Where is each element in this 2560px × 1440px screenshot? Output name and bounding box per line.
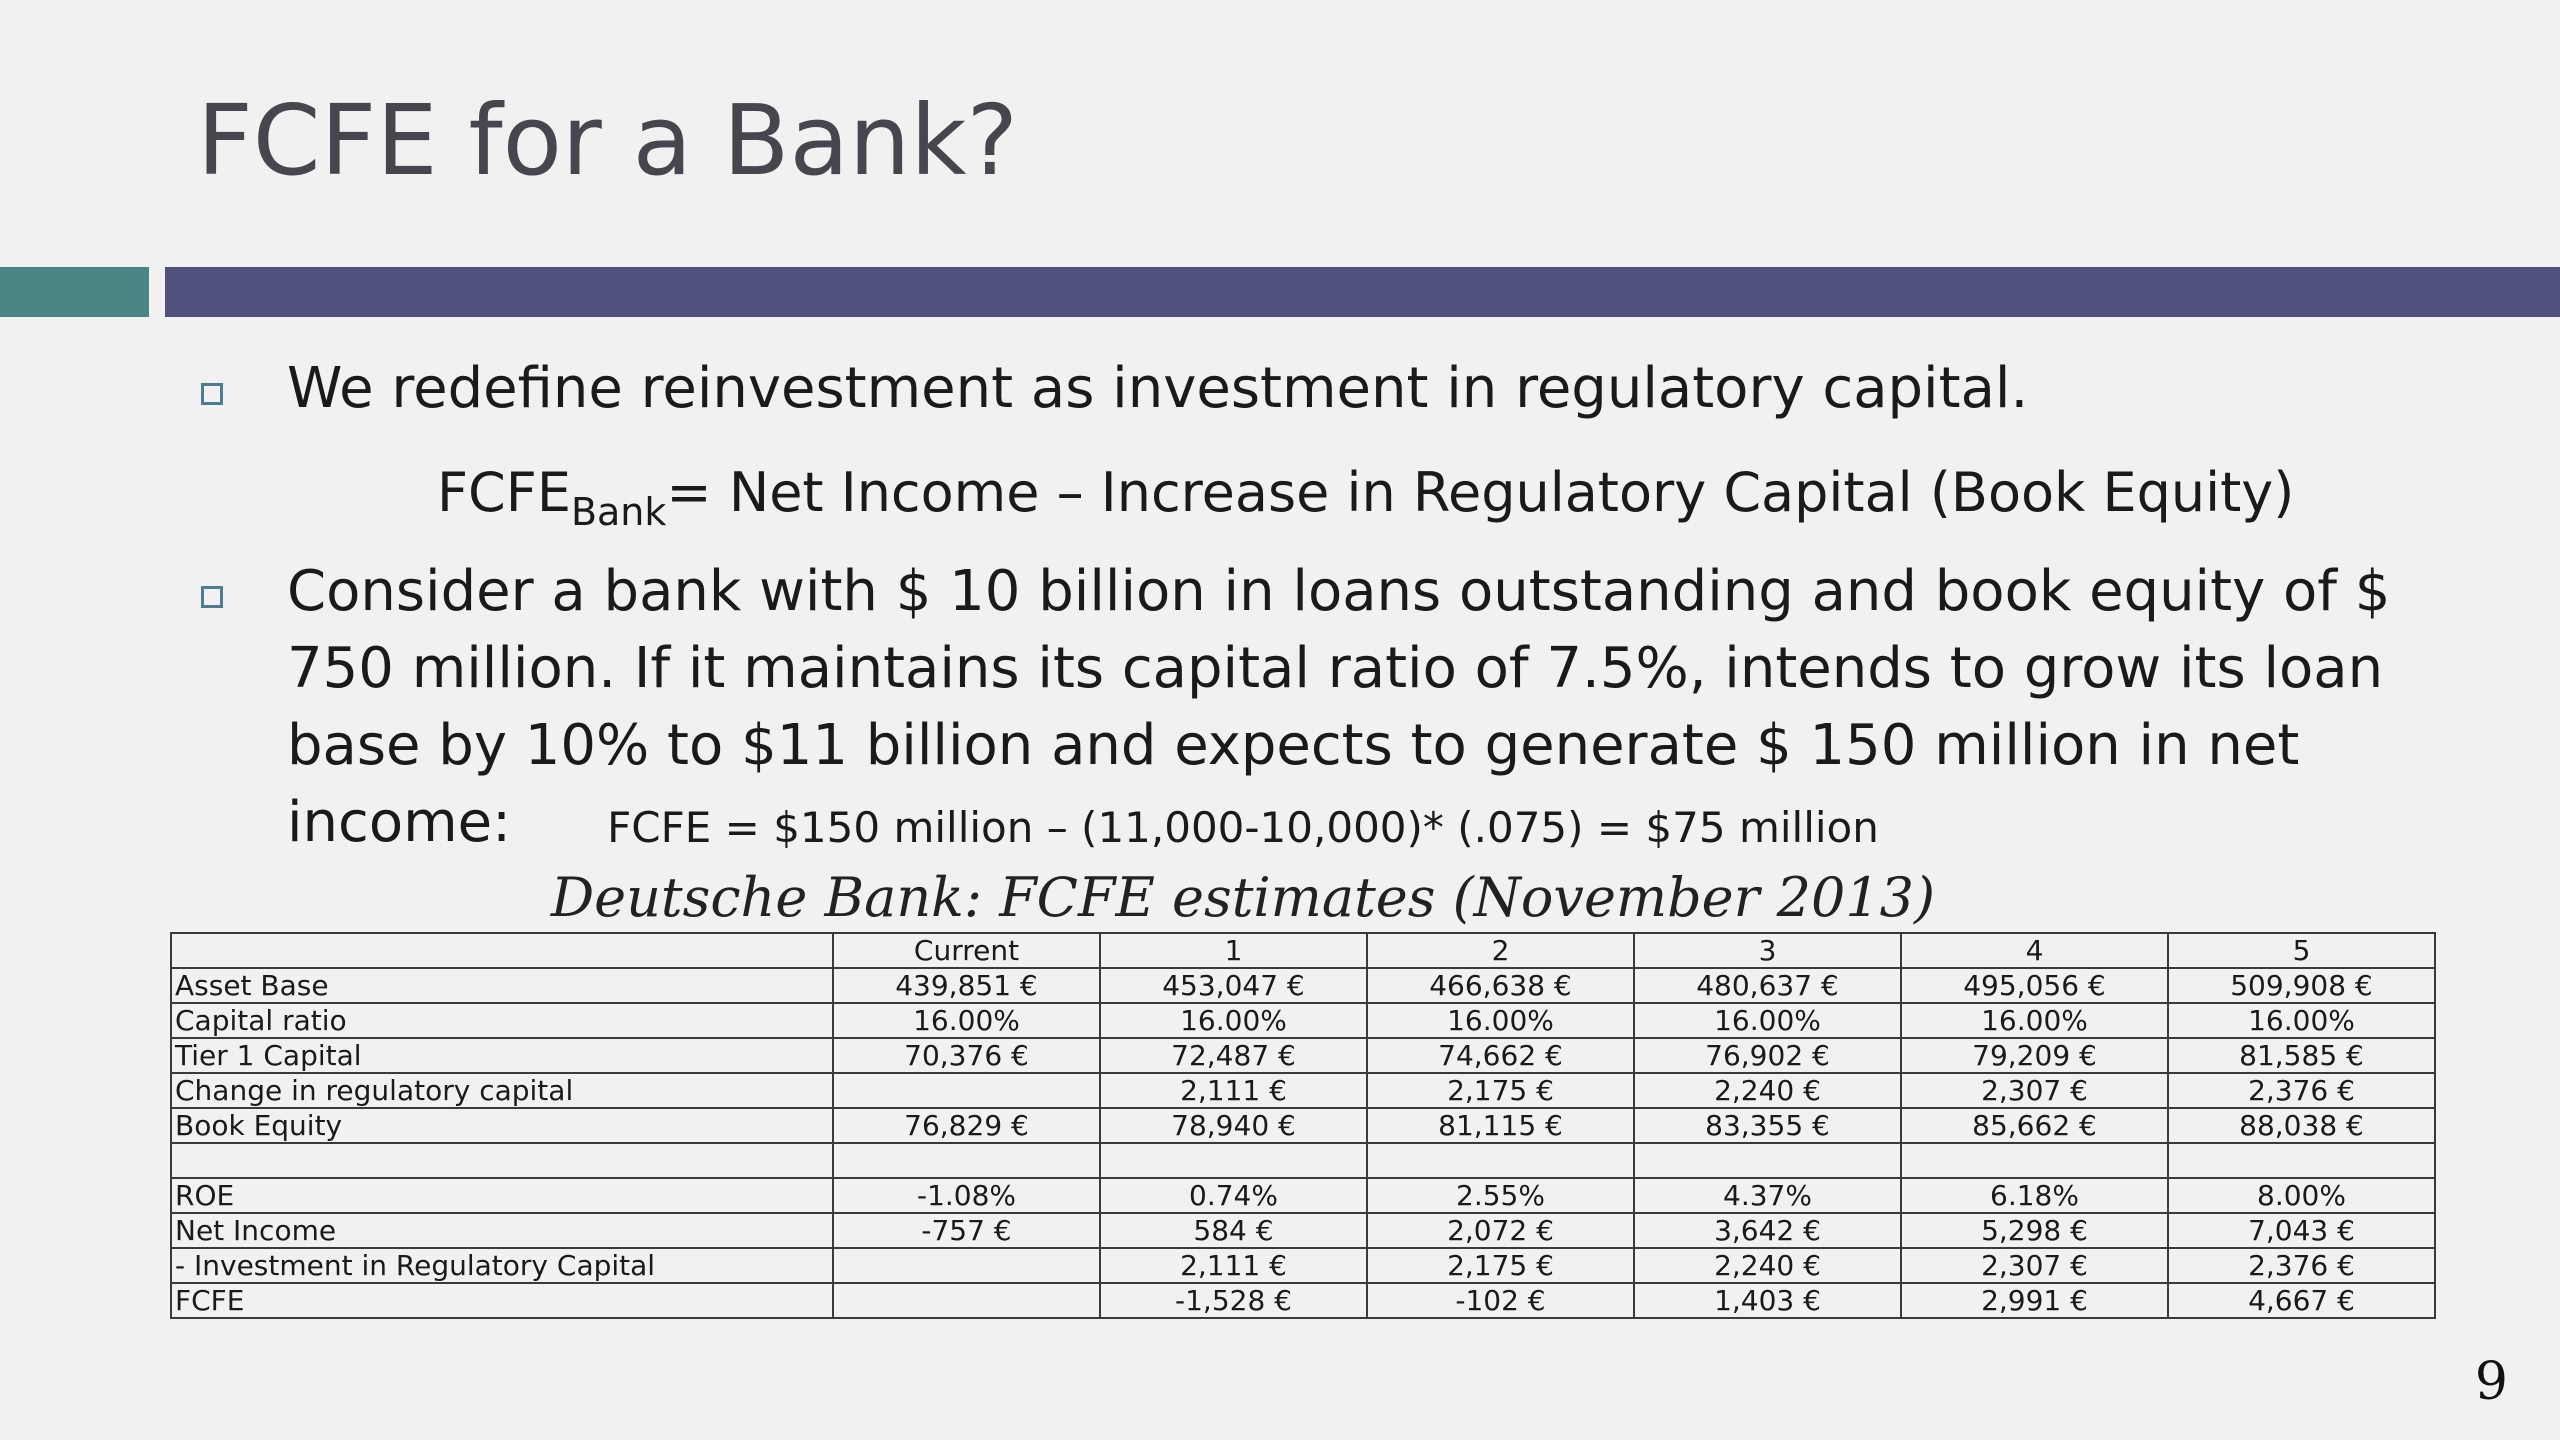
table-cell: -757 € bbox=[833, 1213, 1100, 1248]
table-row-label: ROE bbox=[171, 1178, 833, 1213]
table-row-label: Asset Base bbox=[171, 968, 833, 1003]
bullet-square-icon bbox=[201, 586, 223, 608]
table-cell: 16.00% bbox=[1634, 1003, 1901, 1038]
table-header-cell: 2 bbox=[1367, 933, 1634, 968]
table-row bbox=[171, 1213, 2435, 1248]
table-cell: 8.00% bbox=[2168, 1178, 2435, 1213]
page-number: 9 bbox=[2474, 1352, 2508, 1412]
table-header-cell: 5 bbox=[2168, 933, 2435, 968]
table-cell: 2,111 € bbox=[1100, 1248, 1367, 1283]
table-cell: 74,662 € bbox=[1367, 1038, 1634, 1073]
table-cell: 2.55% bbox=[1367, 1178, 1634, 1213]
table-cell bbox=[1634, 1143, 1901, 1178]
table-row bbox=[171, 1248, 2435, 1283]
table-cell: 466,638 € bbox=[1367, 968, 1634, 1003]
table-cell: 16.00% bbox=[833, 1003, 1100, 1038]
table-row bbox=[171, 1073, 2435, 1108]
table-cell: 79,209 € bbox=[1901, 1038, 2168, 1073]
table-cell: 495,056 € bbox=[1901, 968, 2168, 1003]
table-cell: 16.00% bbox=[2168, 1003, 2435, 1038]
table-row-label bbox=[171, 1143, 833, 1178]
table-header-cell: 3 bbox=[1634, 933, 1901, 968]
table-cell: 2,072 € bbox=[1367, 1213, 1634, 1248]
table-row-label: Book Equity bbox=[171, 1108, 833, 1143]
table-cell: 16.00% bbox=[1367, 1003, 1634, 1038]
bullet-square-icon bbox=[201, 383, 223, 405]
table-cell: 85,662 € bbox=[1901, 1108, 2168, 1143]
table-cell: 2,376 € bbox=[2168, 1248, 2435, 1283]
table-cell: 83,355 € bbox=[1634, 1108, 1901, 1143]
table-row-label: Capital ratio bbox=[171, 1003, 833, 1038]
table-title: Deutsche Bank: FCFE estimates (November 2013) bbox=[550, 866, 1936, 929]
formula-lhs: FCFE bbox=[437, 461, 571, 524]
table-cell: 453,047 € bbox=[1100, 968, 1367, 1003]
slide-title: FCFE for a Bank? bbox=[197, 84, 1019, 197]
table-cell: 2,307 € bbox=[1901, 1073, 2168, 1108]
table-row bbox=[171, 1003, 2435, 1038]
table-cell: 439,851 € bbox=[833, 968, 1100, 1003]
table-cell: -102 € bbox=[1367, 1283, 1634, 1318]
table-cell: 1,403 € bbox=[1634, 1283, 1901, 1318]
table-cell: 16.00% bbox=[1901, 1003, 2168, 1038]
table-cell: 78,940 € bbox=[1100, 1108, 1367, 1143]
table-cell: 5,298 € bbox=[1901, 1213, 2168, 1248]
table-cell: 2,240 € bbox=[1634, 1073, 1901, 1108]
table-cell: 2,991 € bbox=[1901, 1283, 2168, 1318]
table-cell: 6.18% bbox=[1901, 1178, 2168, 1213]
table-cell: 76,829 € bbox=[833, 1108, 1100, 1143]
table-cell bbox=[1901, 1143, 2168, 1178]
table-header-cell: 1 bbox=[1100, 933, 1367, 968]
table-cell bbox=[1100, 1143, 1367, 1178]
table-cell: 16.00% bbox=[1100, 1003, 1367, 1038]
table-row-label: FCFE bbox=[171, 1283, 833, 1318]
table-cell: 584 € bbox=[1100, 1213, 1367, 1248]
title-accent-bar-purple bbox=[165, 267, 2560, 317]
table-cell: 4.37% bbox=[1634, 1178, 1901, 1213]
table-cell: 2,240 € bbox=[1634, 1248, 1901, 1283]
fcfe-bank-formula bbox=[437, 453, 2294, 533]
fcfe-estimates-table bbox=[170, 932, 2436, 1319]
table-row bbox=[171, 1108, 2435, 1143]
table-cell: 2,175 € bbox=[1367, 1073, 1634, 1108]
table-cell: 2,376 € bbox=[2168, 1073, 2435, 1108]
table-cell: 2,111 € bbox=[1100, 1073, 1367, 1108]
table-cell bbox=[833, 1143, 1100, 1178]
table-row-label: Change in regulatory capital bbox=[171, 1073, 833, 1108]
table-row bbox=[171, 1143, 2435, 1178]
table-cell: 72,487 € bbox=[1100, 1038, 1367, 1073]
table-row-label: - Investment in Regulatory Capital bbox=[171, 1248, 833, 1283]
title-accent-bar-teal bbox=[0, 267, 149, 317]
table-cell: 2,175 € bbox=[1367, 1248, 1634, 1283]
table-cell bbox=[1367, 1143, 1634, 1178]
fcfe-example-formula: FCFE = $150 million – (11,000-10,000)* (.075) = $75 million bbox=[607, 803, 1879, 852]
table-cell: 88,038 € bbox=[2168, 1108, 2435, 1143]
bullet-reinvestment: We redefine reinvestment as investment in regulatory capital. bbox=[287, 356, 2029, 421]
table-row-label: Net Income bbox=[171, 1213, 833, 1248]
table-cell: 509,908 € bbox=[2168, 968, 2435, 1003]
table-cell: 3,642 € bbox=[1634, 1213, 1901, 1248]
table-row bbox=[171, 1038, 2435, 1073]
table-cell: 4,667 € bbox=[2168, 1283, 2435, 1318]
table-cell: 81,115 € bbox=[1367, 1108, 1634, 1143]
table-cell: 0.74% bbox=[1100, 1178, 1367, 1213]
formula-subscript: Bank bbox=[570, 490, 667, 534]
table-header-row bbox=[171, 933, 2435, 968]
table-cell: 81,585 € bbox=[2168, 1038, 2435, 1073]
table-header-cell: Current bbox=[833, 933, 1100, 968]
table-cell bbox=[833, 1073, 1100, 1108]
table-cell: -1.08% bbox=[833, 1178, 1100, 1213]
table-header-cell: 4 bbox=[1901, 933, 2168, 968]
table-cell: 2,307 € bbox=[1901, 1248, 2168, 1283]
table-cell bbox=[833, 1283, 1100, 1318]
table-header-cell bbox=[171, 933, 833, 968]
table-cell: 480,637 € bbox=[1634, 968, 1901, 1003]
table-cell: 7,043 € bbox=[2168, 1213, 2435, 1248]
table-cell: -1,528 € bbox=[1100, 1283, 1367, 1318]
bullet-bank-example: Consider a bank with $ 10 billion in loans outstanding and book equity of $ 750 million. If it maintains its capital ratio of 7.5%, intends to grow its loan base by 10% to $11 billion and expects to generate $ 150 million in net income: bbox=[287, 559, 2391, 855]
table-row bbox=[171, 968, 2435, 1003]
table-cell bbox=[833, 1248, 1100, 1283]
formula-rhs: = Net Income – Increase in Regulatory Capital (Book Equity) bbox=[666, 461, 2295, 524]
table-cell: 70,376 € bbox=[833, 1038, 1100, 1073]
table-row bbox=[171, 1178, 2435, 1213]
table-row-label: Tier 1 Capital bbox=[171, 1038, 833, 1073]
table-cell bbox=[2168, 1143, 2435, 1178]
table-cell: 76,902 € bbox=[1634, 1038, 1901, 1073]
table-row bbox=[171, 1283, 2435, 1318]
